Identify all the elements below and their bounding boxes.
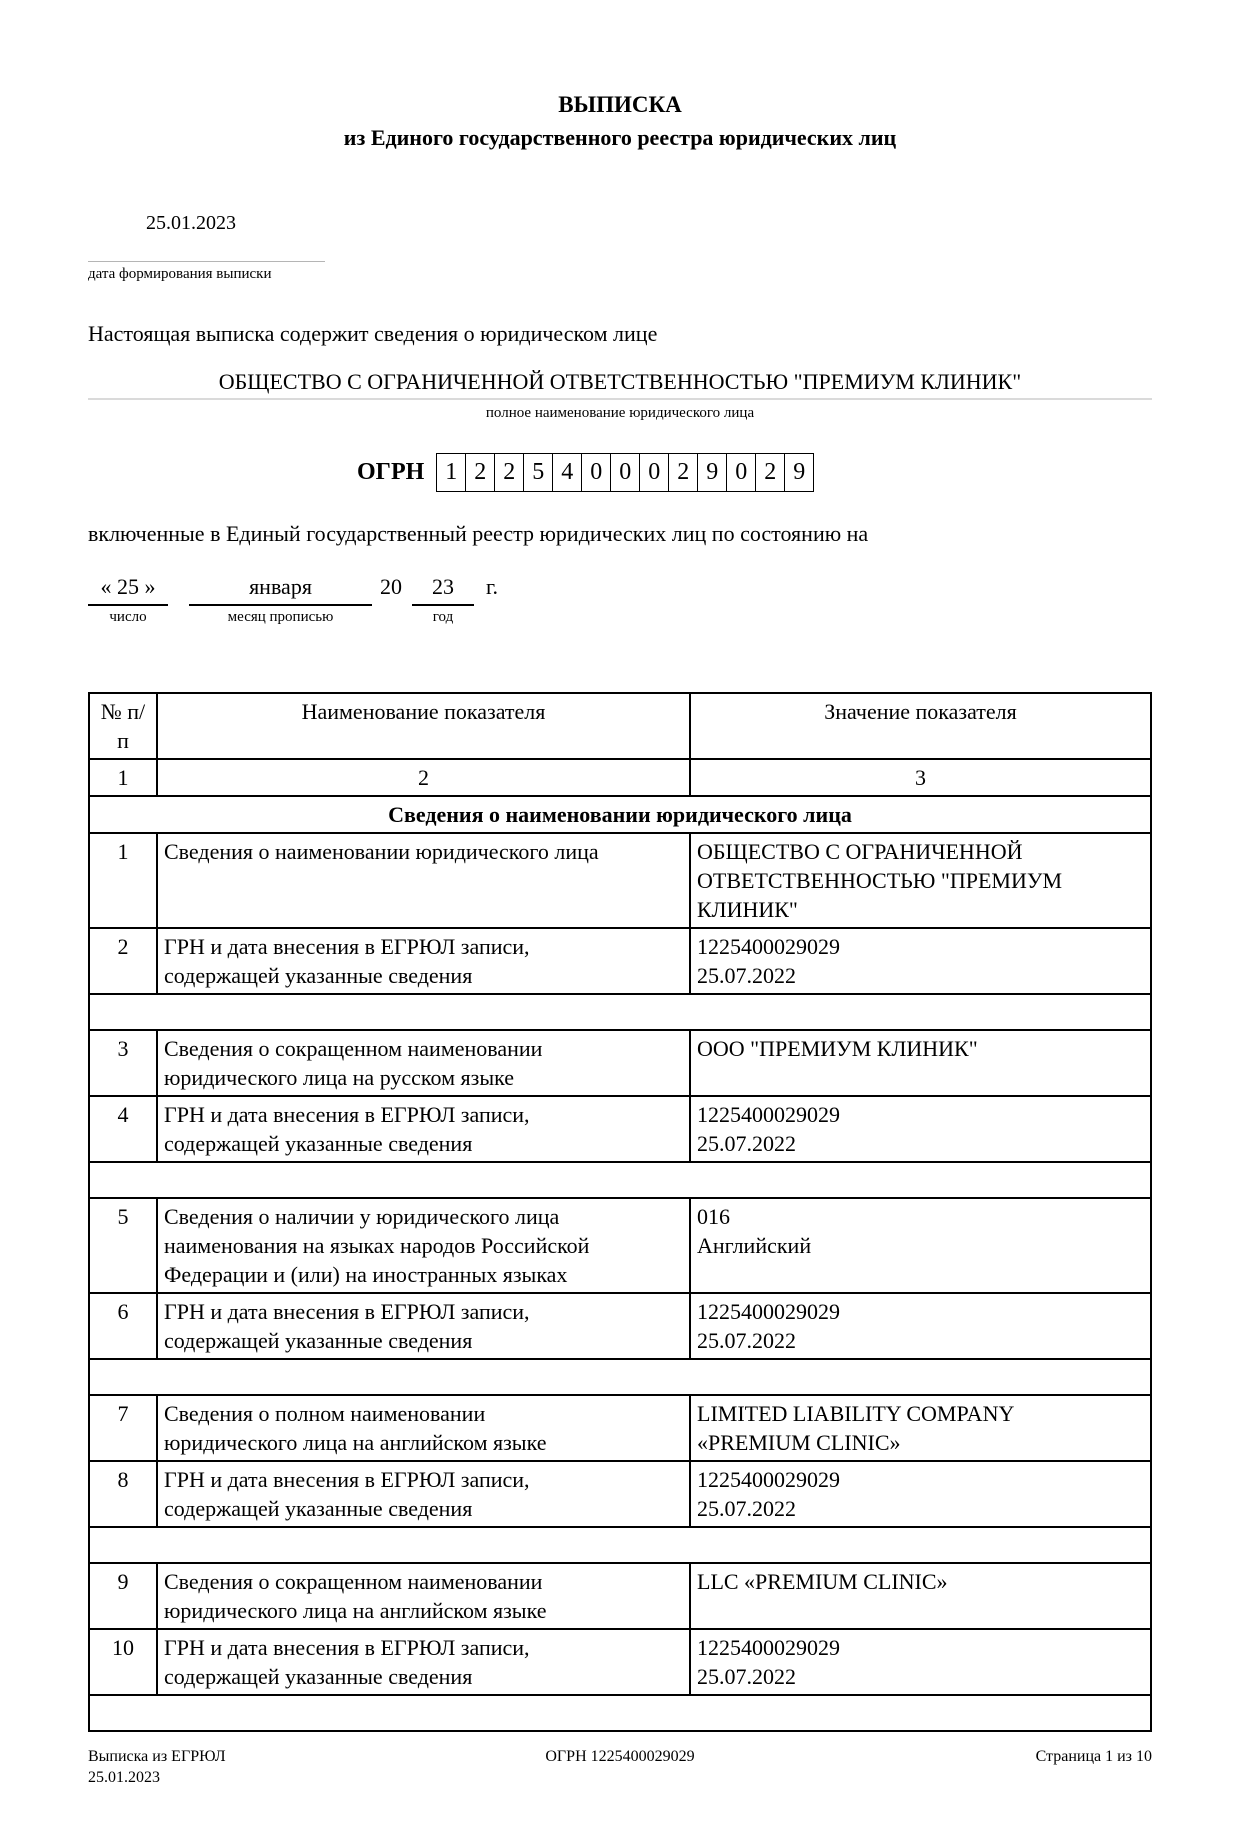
indicator-name-cell	[157, 1030, 690, 1096]
spacer-cell	[89, 1695, 1151, 1731]
ogrn-digit-cell: 0	[639, 453, 669, 492]
table-header-cell: 1	[89, 759, 157, 796]
cell-line: ОБЩЕСТВО С ОГРАНИЧЕННОЙ	[697, 839, 1023, 864]
page-footer	[88, 1746, 1152, 1788]
cell-line: Сведения о сокращенном наименовании	[164, 1569, 543, 1594]
company-name: ОБЩЕСТВО С ОГРАНИЧЕННОЙ ОТВЕТСТВЕННОСТЬЮ "ПРЕМИУМ КЛИНИК"	[88, 368, 1152, 400]
cell-line: 25.07.2022	[697, 1328, 796, 1353]
table-header-cell: Значение показателя	[690, 693, 1151, 759]
ogrn-digit-cell: 0	[581, 453, 611, 492]
indicator-name-cell	[157, 1198, 690, 1293]
indicator-name-cell	[157, 1461, 690, 1527]
table-row	[89, 833, 1151, 928]
as-of-date-line	[88, 574, 1152, 626]
ogrn-digit-cell: 2	[755, 453, 785, 492]
ogrn-digit-cell: 4	[552, 453, 582, 492]
indicator-value-cell	[690, 1395, 1151, 1461]
footer-doc-date: 25.01.2023	[88, 1769, 160, 1786]
ogrn-boxes	[436, 453, 813, 492]
as-of-day-value: « 25 »	[88, 574, 168, 606]
cell-line: LLC «PREMIUM CLINIC»	[697, 1569, 948, 1594]
company-name-caption: полное наименование юридического лица	[485, 405, 755, 421]
indicator-name-cell	[157, 1563, 690, 1629]
cell-line: Английский	[697, 1233, 812, 1258]
indicator-value-cell	[690, 833, 1151, 928]
cell-line: содержащей указанные сведения	[164, 1328, 473, 1353]
cell-line: юридического лица на английском языке	[164, 1598, 547, 1623]
table-row	[89, 1030, 1151, 1096]
spacer-cell	[89, 1359, 1151, 1395]
spacer-cell	[89, 994, 1151, 1030]
cell-line: КЛИНИК"	[697, 897, 798, 922]
cell-line: Федерации и (или) на иностранных языках	[164, 1262, 568, 1287]
indicators-table	[88, 692, 1152, 1732]
cell-line: Сведения о наличии у юридического лица	[164, 1204, 560, 1229]
indicator-value-cell	[690, 1293, 1151, 1359]
indicator-value-cell	[690, 1461, 1151, 1527]
row-number-cell: 7	[89, 1395, 157, 1461]
row-number-cell: 6	[89, 1293, 157, 1359]
table-header-cell: Наименование показателя	[157, 693, 690, 759]
row-number-cell: 10	[89, 1629, 157, 1695]
table-row	[89, 1198, 1151, 1293]
table-row	[89, 1629, 1151, 1695]
cell-line: 25.07.2022	[697, 1664, 796, 1689]
cell-line: содержащей указанные сведения	[164, 963, 473, 988]
ogrn-digit-cell: 2	[494, 453, 524, 492]
footer-doc-type: Выписка из ЕГРЮЛ	[88, 1748, 226, 1765]
ogrn-digit-cell: 9	[697, 453, 727, 492]
spacer-row	[89, 994, 1151, 1030]
section-header-row	[89, 796, 1151, 833]
ogrn-digit-cell: 9	[784, 453, 814, 492]
as-of-day	[88, 574, 168, 626]
table-header-cell: № п/п	[89, 693, 157, 759]
cell-line: ОТВЕТСТВЕННОСТЬЮ "ПРЕМИУМ	[697, 868, 1063, 893]
cell-line: 25.07.2022	[697, 963, 796, 988]
title-block	[88, 88, 1152, 154]
spacer-row	[89, 1527, 1151, 1563]
page-subtitle: из Единого государственного реестра юридических лиц	[343, 125, 897, 150]
indicators-table-body	[89, 693, 1151, 1731]
cell-line: ГРН и дата внесения в ЕГРЮЛ записи,	[164, 1467, 530, 1492]
table-header-row	[89, 693, 1151, 759]
intro-text: Настоящая выписка содержит сведения о юридическом лице	[88, 321, 658, 346]
cell-line: 1225400029029	[697, 1102, 840, 1127]
row-number-cell: 1	[89, 833, 157, 928]
as-of-year	[412, 574, 474, 626]
table-header-row	[89, 759, 1151, 796]
indicator-name-cell	[157, 1096, 690, 1162]
spacer-row	[89, 1162, 1151, 1198]
formation-date-caption: дата формирования выписки	[88, 261, 325, 284]
cell-line: ГРН и дата внесения в ЕГРЮЛ записи,	[164, 1102, 530, 1127]
footer-left	[88, 1746, 428, 1788]
footer-ogrn: ОГРН 1225400029029	[545, 1748, 695, 1765]
cell-line: юридического лица на английском языке	[164, 1430, 547, 1455]
indicator-value-cell	[690, 1198, 1151, 1293]
row-number-cell: 3	[89, 1030, 157, 1096]
cell-line: 25.07.2022	[697, 1496, 796, 1521]
row-number-cell: 8	[89, 1461, 157, 1527]
as-of-day-caption: число	[109, 609, 147, 625]
indicator-value-cell	[690, 928, 1151, 994]
spacer-cell	[89, 1527, 1151, 1563]
spacer-row	[89, 1695, 1151, 1731]
row-number-cell: 5	[89, 1198, 157, 1293]
cell-line: 1225400029029	[697, 934, 840, 959]
document-page	[0, 88, 1241, 1788]
indicator-name-cell	[157, 1629, 690, 1695]
ogrn-digit-cell: 0	[726, 453, 756, 492]
as-of-year-suffix: г.	[486, 574, 499, 599]
section-header-cell: Сведения о наименовании юридического лица	[89, 796, 1151, 833]
table-row	[89, 1563, 1151, 1629]
cell-line: 1225400029029	[697, 1299, 840, 1324]
table-row	[89, 1293, 1151, 1359]
cell-line: наименования на языках народов Российской	[164, 1233, 590, 1258]
table-row	[89, 1395, 1151, 1461]
indicator-name-cell	[157, 1395, 690, 1461]
ogrn-digit-cell: 2	[668, 453, 698, 492]
row-number-cell: 4	[89, 1096, 157, 1162]
row-number-cell: 9	[89, 1563, 157, 1629]
ogrn-label: ОГРН	[357, 459, 425, 485]
indicator-name-cell	[157, 928, 690, 994]
cell-line: ООО "ПРЕМИУМ КЛИНИК"	[697, 1036, 978, 1061]
cell-line: Сведения о наименовании юридического лица	[164, 839, 599, 864]
cell-line: 1225400029029	[697, 1635, 840, 1660]
footer-page-number: Страница 1 из 10	[1035, 1748, 1152, 1765]
as-of-year-caption: год	[432, 609, 454, 625]
cell-line: LIMITED LIABILITY COMPANY	[697, 1401, 1015, 1426]
as-of-month	[189, 574, 372, 626]
spacer-cell	[89, 1162, 1151, 1198]
indicator-value-cell	[690, 1563, 1151, 1629]
as-of-month-caption: месяц прописью	[227, 609, 334, 625]
included-line: включенные в Единый государственный реестр юридических лиц по состоянию на	[88, 521, 869, 546]
cell-line: 25.07.2022	[697, 1131, 796, 1156]
indicator-value-cell	[690, 1629, 1151, 1695]
page-title: ВЫПИСКА	[558, 92, 682, 117]
ogrn-digit-cell: 0	[610, 453, 640, 492]
indicator-value-cell	[690, 1030, 1151, 1096]
cell-line: Сведения о сокращенном наименовании	[164, 1036, 543, 1061]
formation-date: 25.01.2023	[146, 212, 236, 234]
indicator-value-cell	[690, 1096, 1151, 1162]
cell-line: 1225400029029	[697, 1467, 840, 1492]
cell-line: ГРН и дата внесения в ЕГРЮЛ записи,	[164, 1299, 530, 1324]
table-row	[89, 928, 1151, 994]
ogrn-digit-cell: 5	[523, 453, 553, 492]
as-of-century: 20	[380, 574, 402, 599]
ogrn-row	[357, 453, 1152, 492]
cell-line: ГРН и дата внесения в ЕГРЮЛ записи,	[164, 934, 530, 959]
table-header-cell: 2	[157, 759, 690, 796]
cell-line: «PREMIUM CLINIC»	[697, 1430, 901, 1455]
ogrn-digit-cell: 1	[436, 453, 466, 492]
table-header-cell: 3	[690, 759, 1151, 796]
cell-line: юридического лица на русском языке	[164, 1065, 515, 1090]
indicator-name-cell	[157, 1293, 690, 1359]
as-of-month-value: января	[189, 574, 372, 606]
indicator-name-cell	[157, 833, 690, 928]
spacer-row	[89, 1359, 1151, 1395]
ogrn-digit-cell: 2	[465, 453, 495, 492]
cell-line: Сведения о полном наименовании	[164, 1401, 486, 1426]
table-row	[89, 1461, 1151, 1527]
as-of-year-value: 23	[412, 574, 474, 606]
cell-line: содержащей указанные сведения	[164, 1496, 473, 1521]
cell-line: содержащей указанные сведения	[164, 1131, 473, 1156]
table-row	[89, 1096, 1151, 1162]
cell-line: ГРН и дата внесения в ЕГРЮЛ записи,	[164, 1635, 530, 1660]
cell-line: 016	[697, 1204, 730, 1229]
row-number-cell: 2	[89, 928, 157, 994]
cell-line: содержащей указанные сведения	[164, 1664, 473, 1689]
